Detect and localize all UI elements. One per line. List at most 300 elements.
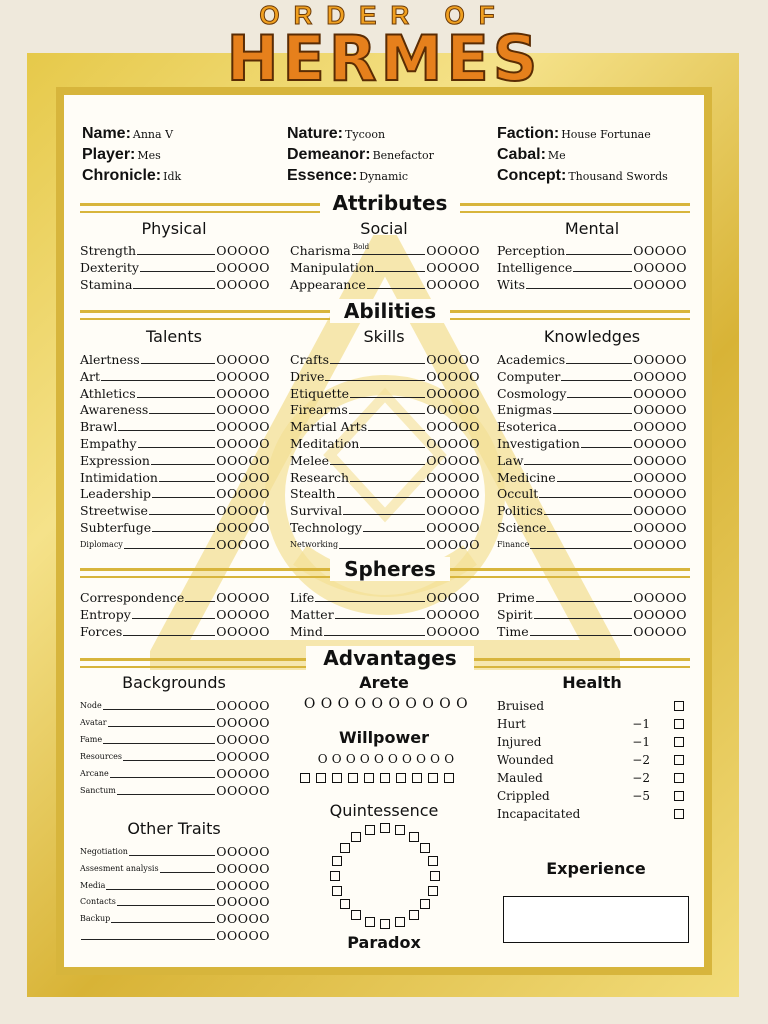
sphere-row-label: Prime (497, 590, 535, 605)
talent-row-line (118, 430, 215, 431)
mental-row-dots[interactable]: OOOOO (633, 243, 687, 258)
knowledge-row[interactable] (497, 502, 687, 519)
other-trait-row-line (111, 922, 215, 923)
knowledge-row[interactable] (497, 452, 687, 469)
quintessence-box[interactable] (395, 917, 405, 927)
skill-row[interactable] (290, 418, 480, 435)
mental-row-dots[interactable]: OOOOO (633, 277, 687, 292)
skill-row-line (349, 413, 426, 414)
talent-row-dots[interactable]: OOOOO (216, 352, 270, 367)
skill-row-label: Etiquette (290, 385, 350, 401)
skill-row-extra[interactable] (290, 536, 480, 553)
social-row[interactable] (290, 242, 480, 259)
health-box[interactable] (674, 719, 684, 729)
background-row[interactable] (80, 782, 270, 799)
background-row-dots[interactable]: OOOOO (216, 766, 270, 781)
social-row-dots[interactable]: OOOOO (426, 260, 480, 275)
quintessence-box[interactable] (380, 919, 390, 929)
willpower-box[interactable] (396, 773, 406, 783)
health-penalty (630, 697, 650, 715)
paradox-heading: Paradox (347, 933, 421, 952)
health-box[interactable] (674, 737, 684, 747)
skill-row-extra-line (339, 548, 425, 549)
talent-row[interactable] (80, 435, 270, 452)
talent-row-dots[interactable]: OOOOO (216, 452, 270, 468)
health-level-label: Bruised (497, 699, 545, 713)
skill-row-dots[interactable]: OOOOO (426, 452, 480, 468)
physical-row[interactable] (80, 276, 270, 293)
essence-field[interactable]: Essence: Dynamic (287, 167, 409, 184)
sphere-row[interactable] (290, 589, 480, 606)
willpower-box[interactable] (348, 773, 358, 783)
talent-row-label: Expression (80, 452, 150, 468)
abilities-heading: Abilities (330, 299, 450, 323)
knowledge-row[interactable] (497, 385, 687, 402)
demeanor-field[interactable]: Demeanor: Benefactor (287, 146, 434, 163)
health-box[interactable] (674, 773, 684, 783)
sphere-row-dots[interactable]: OOOOO (426, 607, 480, 622)
sphere-row-dots[interactable]: OOOOO (633, 607, 687, 622)
sphere-row-dots[interactable]: OOOOO (633, 590, 687, 605)
sphere-row-label: Mind (290, 624, 323, 639)
talent-row[interactable] (80, 368, 270, 385)
mental-row[interactable] (497, 259, 687, 276)
background-row-line (123, 760, 215, 761)
knowledge-row-label: Enigmas (497, 402, 552, 418)
other-trait-row-dots[interactable]: OOOOO (216, 928, 270, 943)
mental-row-label: Wits (497, 277, 526, 292)
other-trait-row-dots[interactable]: OOOOO (216, 844, 270, 859)
talent-row-line (152, 497, 215, 498)
quintessence-box[interactable] (330, 871, 340, 881)
charisma-note: Bold (353, 243, 370, 251)
sphere-row[interactable] (290, 606, 480, 623)
concept-field[interactable]: Concept: Thousand Swords (497, 167, 668, 184)
mental-row[interactable] (497, 276, 687, 293)
background-row-dots[interactable]: OOOOO (216, 732, 270, 747)
background-row-label: Fame (80, 735, 103, 744)
skill-row-dots[interactable]: OOOOO (426, 402, 480, 418)
skill-row-line (325, 380, 425, 381)
social-row-label: Manipulation (290, 260, 375, 275)
skill-row-dots[interactable]: OOOOO (426, 503, 480, 519)
skill-row-dots[interactable]: OOOOO (426, 469, 480, 485)
talent-row-line (151, 464, 215, 465)
talent-row[interactable] (80, 452, 270, 469)
talent-row-dots[interactable]: OOOOO (216, 385, 270, 401)
skill-row[interactable] (290, 368, 480, 385)
health-level-label: Mauled (497, 771, 543, 785)
willpower-dots[interactable]: O O O O O O O O O O (317, 752, 455, 766)
talent-row-dots[interactable]: OOOOO (216, 436, 270, 451)
talent-row-dots[interactable]: OOOOO (216, 503, 270, 519)
other-trait-row-line (117, 905, 215, 906)
skill-row[interactable] (290, 435, 480, 452)
talent-row-dots[interactable]: OOOOO (216, 368, 270, 384)
willpower-box[interactable] (364, 773, 374, 783)
social-heading: Social (360, 219, 408, 238)
skill-row-label: Technology (290, 520, 362, 535)
skill-row-extra-label: Networking (290, 539, 339, 549)
other-trait-row-line (106, 889, 215, 890)
talent-row[interactable] (80, 418, 270, 435)
talent-row[interactable] (80, 469, 270, 486)
knowledge-row-line (557, 481, 633, 482)
talent-row-extra[interactable] (80, 536, 270, 553)
quintessence-wheel[interactable] (320, 820, 450, 932)
talent-row-label: Alertness (80, 352, 140, 367)
sphere-row-dots[interactable]: OOOOO (426, 624, 480, 639)
skill-row-line (350, 481, 425, 482)
talent-row-dots[interactable]: OOOOO (216, 419, 270, 435)
talent-row-line (149, 413, 215, 414)
knowledge-row-dots[interactable]: OOOOO (633, 368, 687, 384)
arete-heading: Arete (359, 673, 409, 692)
cabal-field[interactable]: Cabal: Me (497, 146, 566, 163)
physical-row-line (137, 254, 215, 255)
sphere-row[interactable] (80, 606, 270, 623)
talent-row-extra-line (124, 548, 215, 549)
knowledge-row-dots[interactable]: OOOOO (633, 436, 687, 451)
talent-row-extra-dots[interactable]: OOOOO (216, 536, 270, 552)
skill-row-dots[interactable]: OOOOO (426, 419, 480, 435)
physical-row[interactable] (80, 259, 270, 276)
knowledge-row-label: Law (497, 452, 524, 468)
knowledge-row-dots[interactable]: OOOOO (633, 385, 687, 401)
skill-row-label: Crafts (290, 352, 330, 367)
quintessence-box[interactable] (365, 917, 375, 927)
knowledge-row-label: Occult (497, 486, 539, 502)
talent-row[interactable] (80, 519, 270, 536)
skill-row-line (350, 397, 425, 398)
quintessence-box[interactable] (332, 856, 342, 866)
social-row-dots[interactable]: OOOOO (426, 243, 480, 258)
knowledge-row-label: Politics (497, 503, 543, 519)
skill-row-extra-dots[interactable]: OOOOO (426, 536, 480, 552)
talent-row-label: Brawl (80, 419, 118, 435)
skill-row-label: Martial Arts (290, 419, 368, 435)
skill-row[interactable] (290, 502, 480, 519)
health-level-label: Hurt (497, 717, 526, 731)
background-row[interactable] (80, 731, 270, 748)
nature-field[interactable]: Nature: Tycoon (287, 125, 386, 142)
other-trait-row[interactable] (80, 893, 270, 910)
talent-row-line (138, 447, 216, 448)
knowledges-heading: Knowledges (543, 327, 641, 346)
talent-row-label: Subterfuge (80, 520, 152, 535)
knowledge-row-dots[interactable]: OOOOO (633, 503, 687, 519)
knowledge-row-extra[interactable] (497, 536, 687, 553)
name-field[interactable]: Name: Anna V (82, 125, 174, 142)
other-trait-row-dots[interactable]: OOOOO (216, 894, 270, 910)
talent-row[interactable] (80, 502, 270, 519)
skill-row-dots[interactable]: OOOOO (426, 486, 480, 502)
skill-row-line (330, 363, 425, 364)
social-row-line (367, 288, 425, 289)
other-trait-row-label: Contacts (80, 897, 116, 907)
talent-row-label: Streetwise (80, 503, 148, 519)
health-penalty: −2 (632, 753, 650, 767)
social-row-line (375, 271, 425, 272)
skill-row-label: Drive (290, 368, 325, 384)
title-order-of: ORDER OF (259, 0, 509, 30)
social-row[interactable] (290, 276, 480, 293)
sphere-row-dots[interactable]: OOOOO (426, 590, 480, 605)
willpower-box[interactable] (412, 773, 422, 783)
sphere-row-dots[interactable]: OOOOO (216, 590, 270, 605)
arete-dots[interactable]: O O O O O O O O O O (303, 696, 469, 712)
knowledge-row-dots[interactable]: OOOOO (633, 419, 687, 435)
willpower-box[interactable] (332, 773, 342, 783)
sphere-row-dots[interactable]: OOOOO (216, 624, 270, 639)
quintessence-box[interactable] (365, 825, 375, 835)
quintessence-box[interactable] (332, 886, 342, 896)
other-trait-row-dots[interactable]: OOOOO (216, 860, 270, 876)
knowledge-row-dots[interactable]: OOOOO (633, 486, 687, 502)
skill-row-line (368, 430, 425, 431)
social-row[interactable] (290, 259, 480, 276)
background-row-line (108, 726, 216, 727)
skill-row-dots[interactable]: OOOOO (426, 352, 480, 367)
skill-row-dots[interactable]: OOOOO (426, 385, 480, 401)
mental-row[interactable] (497, 242, 687, 259)
talent-row-label: Art (80, 368, 101, 384)
sphere-row[interactable] (80, 623, 270, 640)
knowledge-row-line (524, 464, 632, 465)
skill-row-dots[interactable]: OOOOO (426, 368, 480, 384)
sphere-row-label: Life (290, 590, 315, 605)
knowledge-row[interactable] (497, 469, 687, 486)
talent-row-dots[interactable]: OOOOO (216, 402, 270, 418)
physical-row-line (133, 288, 215, 289)
talent-row-label: Empathy (80, 436, 137, 451)
knowledge-row[interactable] (497, 485, 687, 502)
skills-heading: Skills (363, 327, 405, 346)
other-trait-row[interactable] (80, 910, 270, 927)
knowledge-row-line (561, 380, 632, 381)
sphere-row[interactable] (497, 623, 687, 640)
health-penalty: −1 (632, 717, 650, 731)
knowledge-row-label: Medicine (497, 469, 556, 485)
background-row-label: Avatar (80, 718, 107, 727)
knowledge-row[interactable] (497, 435, 687, 452)
sphere-row-label: Matter (290, 607, 334, 622)
advantages-heading: Advantages (306, 646, 474, 670)
willpower-box[interactable] (444, 773, 454, 783)
willpower-box[interactable] (300, 773, 310, 783)
mental-heading: Mental (564, 219, 620, 238)
knowledge-row-dots[interactable]: OOOOO (633, 520, 687, 535)
knowledge-row-extra-line (530, 548, 632, 549)
backgrounds-heading: Backgrounds (122, 673, 226, 692)
player-field[interactable]: Player: Mes (82, 146, 161, 163)
mental-row-line (526, 288, 632, 289)
social-row-label: Charisma (290, 243, 351, 258)
health-box[interactable] (674, 809, 684, 819)
skill-row[interactable] (290, 485, 480, 502)
background-row-label: Sanctum (80, 786, 116, 795)
willpower-heading: Willpower (338, 728, 430, 747)
quintessence-box[interactable] (409, 910, 419, 920)
background-row-dots[interactable]: OOOOO (216, 698, 270, 713)
health-penalty: −1 (632, 735, 650, 749)
other-traits-heading: Other Traits (127, 819, 221, 838)
attributes-heading: Attributes (320, 191, 460, 215)
willpower-box[interactable] (380, 773, 390, 783)
health-penalty (630, 805, 650, 823)
health-penalty: −5 (632, 789, 650, 803)
talent-row[interactable] (80, 351, 270, 368)
social-row-line (352, 254, 425, 255)
talent-row[interactable] (80, 401, 270, 418)
quintessence-box[interactable] (340, 899, 350, 909)
other-trait-row-dots[interactable]: OOOOO (216, 911, 270, 927)
background-row[interactable] (80, 697, 270, 714)
talent-row[interactable] (80, 485, 270, 502)
other-trait-row-label: Negotiation (80, 847, 128, 856)
skill-row[interactable] (290, 351, 480, 368)
willpower-box[interactable] (316, 773, 326, 783)
sphere-row[interactable] (497, 606, 687, 623)
other-trait-row-line (129, 855, 215, 856)
willpower-boxes[interactable] (300, 768, 476, 787)
knowledge-row[interactable] (497, 368, 687, 385)
physical-row-dots[interactable]: OOOOO (216, 243, 270, 258)
sphere-row-line (530, 635, 633, 636)
talent-row-line (141, 363, 216, 364)
talent-row-dots[interactable]: OOOOO (216, 486, 270, 502)
quintessence-box[interactable] (395, 825, 405, 835)
skill-row[interactable] (290, 401, 480, 418)
background-row-dots[interactable]: OOOOO (216, 783, 270, 798)
other-trait-row[interactable] (80, 860, 270, 877)
background-row-line (103, 709, 216, 710)
knowledge-row[interactable] (497, 418, 687, 435)
other-trait-row-line (81, 939, 215, 940)
experience-heading: Experience (546, 859, 646, 878)
social-row-dots[interactable]: OOOOO (426, 277, 480, 292)
quintessence-box[interactable] (351, 832, 361, 842)
spheres-heading: Spheres (330, 557, 450, 581)
mental-row-dots[interactable]: OOOOO (633, 260, 687, 275)
sphere-row[interactable] (497, 589, 687, 606)
knowledge-row-extra-dots[interactable]: OOOOO (633, 536, 687, 552)
quintessence-box[interactable] (340, 843, 350, 853)
quintessence-box[interactable] (430, 871, 440, 881)
quintessence-box[interactable] (420, 843, 430, 853)
chronicle-field[interactable]: Chronicle: Idk (82, 167, 182, 184)
faction-field[interactable]: Faction: House Fortunae (497, 125, 651, 142)
mental-row-line (573, 271, 632, 272)
quintessence-box[interactable] (420, 899, 430, 909)
background-row[interactable] (80, 714, 270, 731)
sphere-row-line (536, 601, 633, 602)
sphere-row-line (123, 635, 215, 636)
health-box[interactable] (674, 755, 684, 765)
talent-row-line (137, 397, 216, 398)
health-penalty: −2 (632, 771, 650, 785)
sphere-row-line (534, 618, 633, 619)
sphere-row-dots[interactable]: OOOOO (216, 607, 270, 622)
talent-row-label: Intimidation (80, 469, 158, 485)
skill-row-dots[interactable]: OOOOO (426, 520, 480, 535)
knowledge-row[interactable] (497, 519, 687, 536)
willpower-box[interactable] (428, 773, 438, 783)
knowledge-row-line (544, 514, 632, 515)
health-box[interactable] (674, 791, 684, 801)
background-row[interactable] (80, 765, 270, 782)
health-box[interactable] (674, 701, 684, 711)
knowledge-row[interactable] (497, 401, 687, 418)
quintessence-heading: Quintessence (329, 801, 439, 820)
knowledge-row-label: Computer (497, 368, 561, 384)
knowledge-row-dots[interactable]: OOOOO (633, 452, 687, 468)
knowledge-row-label: Investigation (497, 436, 580, 451)
knowledge-row-line (558, 430, 632, 431)
skill-row[interactable] (290, 452, 480, 469)
knowledge-row-line (581, 447, 632, 448)
quintessence-box[interactable] (380, 823, 390, 833)
talent-row-line (101, 380, 215, 381)
knowledge-row[interactable] (497, 351, 687, 368)
talent-row-dots[interactable]: OOOOO (216, 520, 270, 535)
talent-row-line (152, 531, 215, 532)
sphere-row-dots[interactable]: OOOOO (633, 624, 687, 639)
health-heading: Health (562, 673, 622, 692)
skill-row-label: Stealth (290, 486, 336, 502)
background-row-line (117, 794, 215, 795)
skill-row[interactable] (290, 519, 480, 536)
sphere-row-label: Spirit (497, 607, 533, 622)
background-row-dots[interactable]: OOOOO (216, 715, 270, 730)
other-trait-row[interactable] (80, 877, 270, 894)
other-trait-row[interactable] (80, 927, 270, 944)
skill-row[interactable] (290, 385, 480, 402)
other-trait-row-dots[interactable]: OOOOO (216, 877, 270, 893)
other-trait-row-label: Assesment analysis (80, 863, 159, 873)
sphere-row[interactable] (290, 623, 480, 640)
quintessence-box[interactable] (351, 910, 361, 920)
talents-heading: Talents (146, 327, 202, 346)
sphere-row[interactable] (80, 589, 270, 606)
skill-row[interactable] (290, 469, 480, 486)
experience-box[interactable] (503, 896, 689, 943)
background-row[interactable] (80, 748, 270, 765)
other-trait-row-label: Media (80, 880, 106, 890)
health-level-label: Incapacitated (497, 807, 581, 821)
physical-row-dots[interactable]: OOOOO (216, 277, 270, 292)
quintessence-box[interactable] (409, 832, 419, 842)
quintessence-box[interactable] (428, 856, 438, 866)
knowledge-row-dots[interactable]: OOOOO (633, 352, 687, 367)
skill-row-line (363, 531, 425, 532)
health-level-label: Wounded (497, 753, 554, 767)
background-row-dots[interactable]: OOOOO (216, 749, 270, 764)
knowledge-row-dots[interactable]: OOOOO (633, 469, 687, 485)
physical-row-dots[interactable]: OOOOO (216, 260, 270, 275)
physical-row[interactable] (80, 242, 270, 259)
quintessence-box[interactable] (428, 886, 438, 896)
other-trait-row[interactable] (80, 843, 270, 860)
talent-row-dots[interactable]: OOOOO (216, 469, 270, 485)
talent-row[interactable] (80, 385, 270, 402)
talent-row-label: Leadership (80, 486, 151, 502)
skill-row-dots[interactable]: OOOOO (426, 436, 480, 451)
skill-row-line (330, 464, 425, 465)
sphere-row-label: Entropy (80, 607, 131, 622)
talent-row-line (159, 481, 215, 482)
knowledge-row-dots[interactable]: OOOOO (633, 402, 687, 418)
